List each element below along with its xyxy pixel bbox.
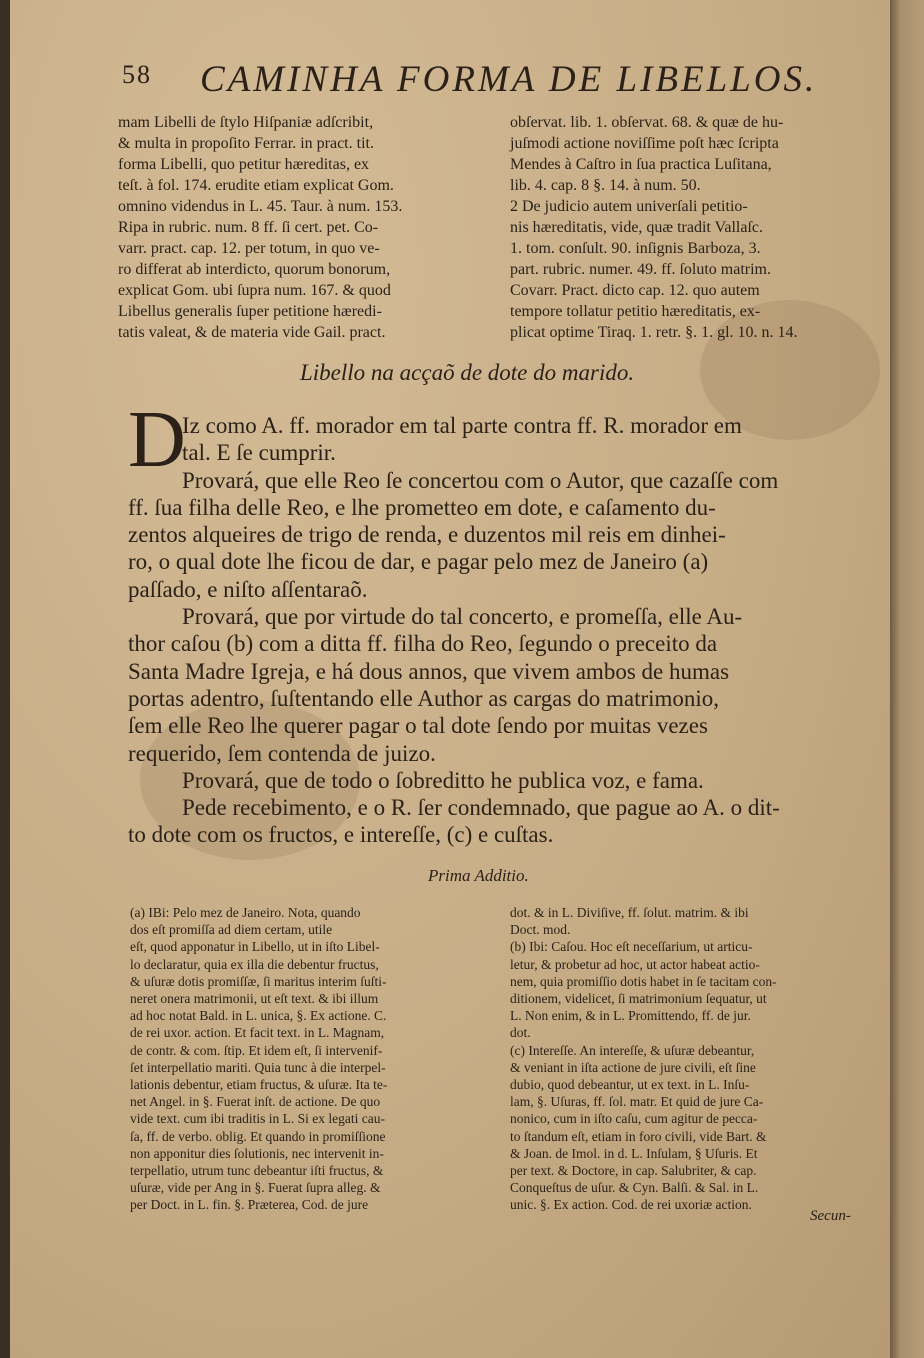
note-line: net Angel. in §. Fuerat inſt. de actione. De quo (130, 1094, 381, 1110)
notes-left-column (130, 904, 490, 1214)
text-line: varr. pract. cap. 12. per totum, in quo ve- (118, 240, 380, 257)
catchword: Secun- (810, 1208, 851, 1224)
note-line: to ſtandum eſt, etiam in foro civili, vide Bart. & (510, 1128, 767, 1144)
libel-body (128, 412, 868, 849)
notes-right-column (510, 904, 866, 1214)
text-line: Mendes à Caſtro in ſua practica Luſitana, (510, 156, 772, 173)
body-line: Provará, que por virtude do tal concerto, e promeſſa, elle Au- (182, 604, 743, 630)
note-line: nem, quia promiſſio dotis habet in ſe tacitam con- (510, 973, 777, 989)
page-header (118, 58, 878, 108)
top-right-column (510, 112, 866, 343)
note-line: non apponitur dies ſolutionis, nec intervenit in- (130, 1145, 384, 1161)
note-line: dubio, quod debeantur, ut ex text. in L. Inſu- (510, 1077, 750, 1093)
note-line: neret onera matrimonii, ut eſt text. & ibi illum (130, 991, 379, 1007)
text-line: ro differat ab interdicto, quorum bonorum, (118, 261, 391, 278)
body-line: portas adentro, ſuſtentando elle Author as cargas do matrimonio, (128, 685, 720, 711)
note-line: ſa, ff. de verbo. oblig. Et quando in promiſſione (130, 1128, 386, 1144)
body-line: tal. E ſe cumprir. (182, 440, 336, 466)
text-line: part. rubric. numer. 49. ff. ſoluto matrim. (510, 261, 771, 278)
text-line: plicat optime Tiraq. 1. retr. §. 1. gl. 10. n. 14. (510, 324, 798, 341)
body-line: Iz como A. ff. morador em tal parte contra ff. R. morador em (182, 413, 742, 438)
note-line: (c) Intereſſe. An intereſſe, & uſuræ debeantur, (510, 1042, 755, 1058)
drop-capital: D (128, 396, 186, 484)
note-line: letur, & probetur ad hoc, ut actor habeat actio- (510, 956, 760, 972)
note-line: de rei uxor. action. Et facit text. in L. Magnam, (130, 1025, 385, 1041)
text-line: lib. 4. cap. 8 §. 14. à num. 50. (510, 177, 701, 194)
note-line: de contr. & com. ſtip. Et idem eſt, ſi intervenif- (130, 1042, 383, 1058)
note-line: & uſuræ dotis promiſſæ, ſi maritus interim ſuſti- (130, 973, 387, 989)
note-line: ſet interpellatio mariti. Quia tunc à die interpel- (130, 1059, 386, 1075)
note-line: Conqueſtus de uſur. & Cyn. Balſi. & Sal. in L. (510, 1180, 759, 1196)
note-line: & veniant in iſta actione de jure civili, eſt ſine (510, 1059, 756, 1075)
text-line: 1. tom. conſult. 90. inſignis Barboza, 3. (510, 240, 761, 257)
text-line: Libellus generalis ſuper petitione hæredi- (118, 303, 382, 320)
text-line: Covarr. Pract. dicto cap. 12. quo autem (510, 282, 760, 299)
text-line: 2 De judicio autem univerſali petitio- (510, 198, 748, 215)
text-line: omnino videndus in L. 45. Taur. à num. 153. (118, 198, 403, 215)
text-line: Ripa in rubric. num. 8 ff. ſi cert. pet. Co- (118, 219, 379, 236)
running-head: CAMINHA FORMA DE LIBELLOS. (200, 59, 818, 100)
body-line: ſem elle Reo lhe querer pagar o tal dote ſendo por muitas vezes (128, 713, 708, 739)
note-line: Doct. mod. (510, 922, 571, 938)
note-line: (b) Ibi: Caſou. Hoc eſt neceſſarium, ut articu- (510, 939, 753, 955)
note-line: & Joan. de Imol. in d. L. Inſulam, § Uſuris. Et (510, 1145, 758, 1161)
note-line: eſt, quod apponatur in Libello, ut in iſto Libel- (130, 939, 380, 955)
note-line: lationis debentur, etiam fructus, & uſuræ. Ita te- (130, 1077, 388, 1093)
note-line: vide text. cum ibi traditis in L. Si ex legati cau- (130, 1111, 385, 1127)
note-line: ad hoc notat Bald. in L. unica, §. Ex actione. C. (130, 1008, 387, 1024)
text-line: teſt. à fol. 174. erudite etiam explicat Gom. (118, 177, 394, 194)
note-line: dot. & in L. Diviſive, ff. ſolut. matrim. & ibi (510, 905, 749, 920)
body-line: ro, o qual dote lhe ficou de dar, e pagar pelo mez de Janeiro (a) (128, 549, 709, 575)
note-line: nonico, cum in iſto caſu, cum agitur de pecca- (510, 1111, 758, 1127)
body-line: Provará, que elle Reo ſe concertou com o Autor, que cazaſſe com (182, 467, 779, 493)
text-line: tatis valeat, & de materia vide Gail. pract. (118, 324, 386, 341)
body-line: Santa Madre Igreja, e há dous annos, que vivem ambos de humas (128, 658, 730, 684)
facing-page-edge (890, 0, 924, 1358)
note-line: per text. & Doctore, in cap. Salubriter, & cap. (510, 1163, 757, 1179)
text-line: & multa in propoſito Ferrar. in pract. tit. (118, 135, 374, 152)
note-line: (a) IBi: Pelo mez de Janeiro. Nota, quando (130, 905, 361, 920)
note-line: L. Non enim, & in L. Promittendo, ff. de jur. (510, 1008, 751, 1024)
body-line: ff. ſua filha delle Reo, e lhe prometteo em dote, e caſamento du- (128, 494, 716, 520)
page-number: 58 (122, 60, 152, 89)
body-line: zentos alqueires de trigo de renda, e duzentos mil reis em dinhei- (128, 522, 726, 548)
note-line: dos eſt promiſſa ad diem certam, utile (130, 922, 333, 938)
note-line: ditionem, videlicet, ſi matrimonium ſequatur, ut (510, 991, 767, 1007)
note-line: terpellatio, utrum tunc debeantur iſti fructus, & (130, 1163, 384, 1179)
addition-title: Prima Additio. (428, 866, 529, 885)
top-left-column (118, 112, 486, 343)
note-line: per Doct. in L. fin. §. Præterea, Cod. de jure (130, 1197, 369, 1213)
text-line: forma Libelli, quo petitur hæreditas, ex (118, 156, 370, 173)
body-line: requerido, ſem contenda de juizo. (128, 740, 436, 766)
note-line: dot. (510, 1025, 531, 1041)
section-title: Libello na acçaõ de dote do marido. (300, 360, 635, 385)
note-line: unic. §. Ex action. Cod. de rei uxoriæ action. (510, 1197, 752, 1213)
text-line: juſmodi actione noviſſime poſt hæc ſcripta (510, 135, 779, 152)
text-line: explicat Gom. ubi ſupra num. 167. & quod (118, 282, 391, 299)
body-line: to dote com os fructos, e intereſſe, (c) e cuſtas. (128, 822, 554, 848)
note-line: lam, §. Uſuras, ff. ſol. matr. Et quid de jure Ca- (510, 1094, 764, 1110)
text-line: obſervat. lib. 1. obſervat. 68. & quæ de hu- (510, 114, 784, 131)
text-line: nis hæreditatis, vide, quæ tradit Vallaſc. (510, 219, 763, 236)
note-line: uſuræ, vide per Ang in §. Fuerat ſupra alleg. & (130, 1180, 381, 1196)
body-line: thor caſou (b) com a ditta ff. filha do Reo, ſegundo o preceito da (128, 631, 718, 657)
note-line: lo declaratur, quia ex illa die debentur fructus, (130, 956, 379, 972)
text-line: tempore tollatur petitio hæreditatis, ex- (510, 303, 761, 320)
body-line: Pede recebimento, e o R. ſer condemnado, que pague ao A. o dit- (182, 795, 780, 821)
body-line: Provará, que de todo o ſobreditto he publica voz, e fama. (182, 767, 704, 793)
body-line: paſſado, e niſto aſſentaraõ. (128, 576, 368, 602)
text-line: mam Libelli de ſtylo Hiſpaniæ adſcribit, (118, 114, 374, 131)
